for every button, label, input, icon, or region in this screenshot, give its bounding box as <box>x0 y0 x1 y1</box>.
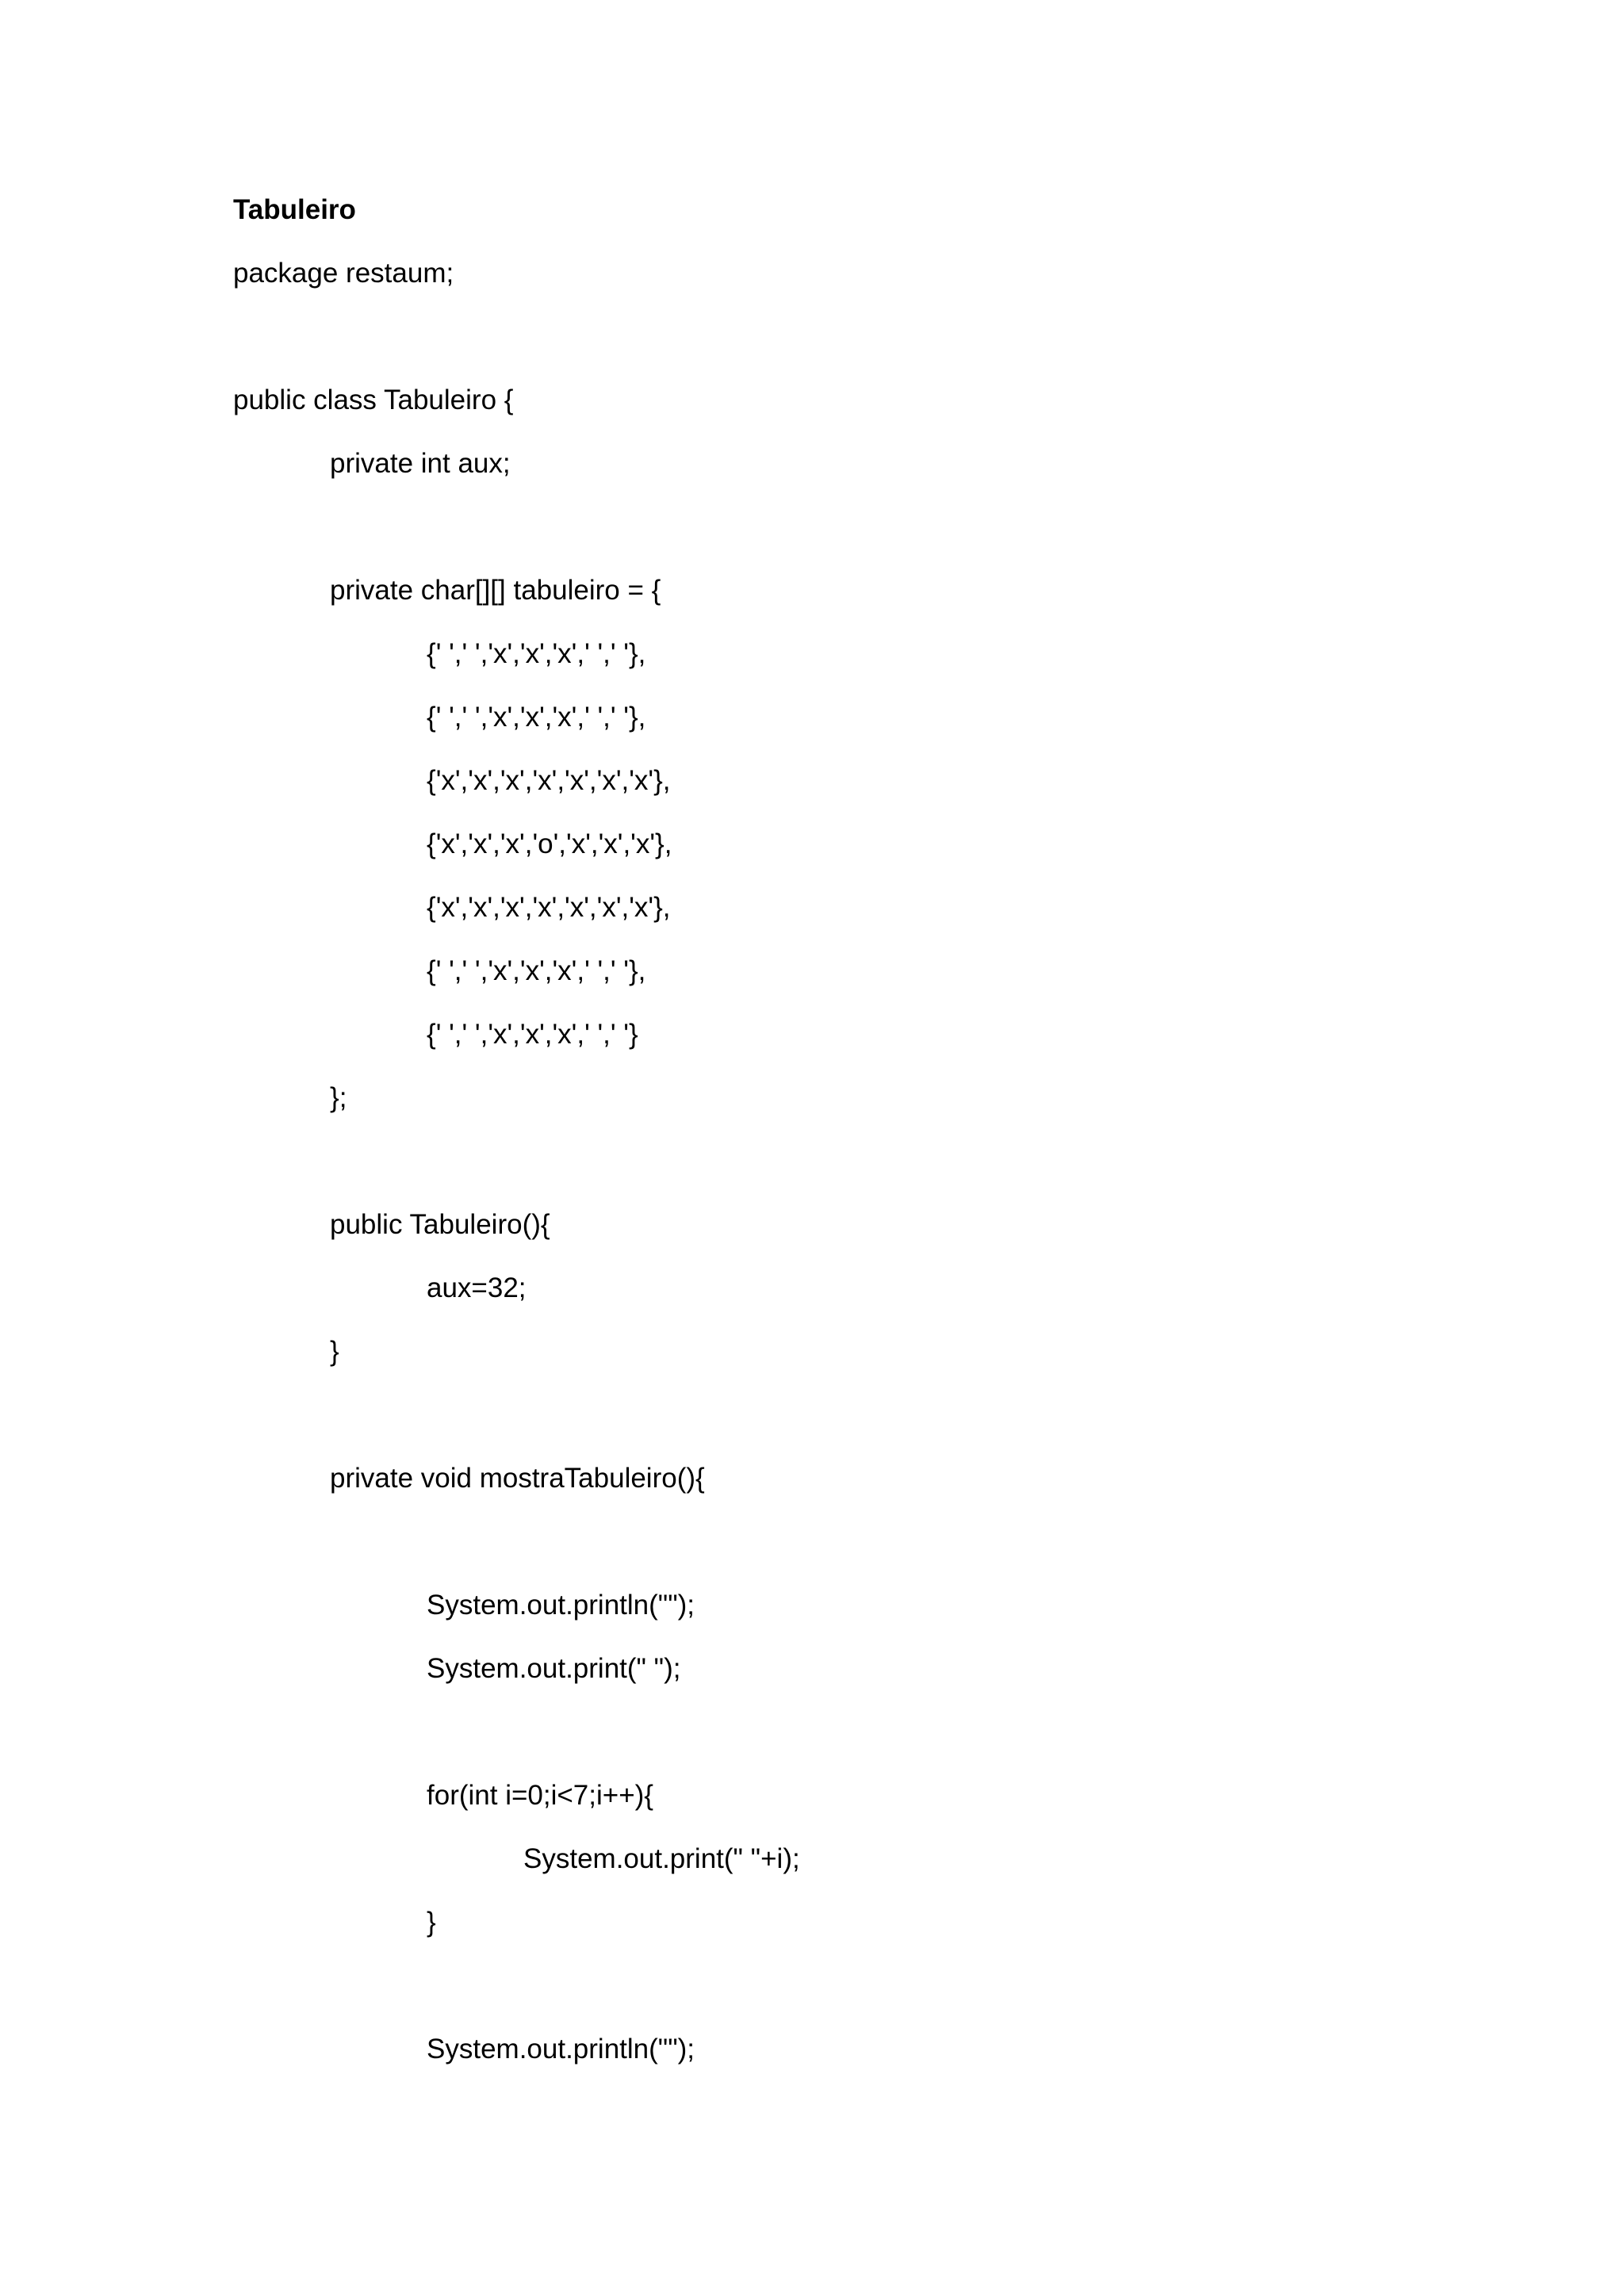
code-line: private void mostraTabuleiro(){ <box>330 1463 705 1494</box>
code-line: public class Tabuleiro { <box>233 385 514 415</box>
code-line: {' ',' ','x','x','x',' ',' '}, <box>427 955 646 986</box>
code-line: {' ',' ','x','x','x',' ',' '}, <box>427 638 646 669</box>
code-line: public Tabuleiro(){ <box>330 1209 550 1240</box>
code-line: {'x','x','x','x','x','x','x'}, <box>427 892 671 923</box>
code-line: System.out.println(""); <box>427 2034 695 2064</box>
code-line: {' ',' ','x','x','x',' ',' '}, <box>427 702 646 733</box>
code-line: private int aux; <box>330 448 511 479</box>
code-line: }; <box>330 1082 347 1113</box>
code-line: package restaum; <box>233 258 454 289</box>
document-title: Tabuleiro <box>233 194 356 225</box>
code-line: System.out.print(" "); <box>427 1653 681 1684</box>
code-line: aux=32; <box>427 1272 527 1303</box>
code-line: private char[][] tabuleiro = { <box>330 575 661 606</box>
code-line: } <box>427 1907 436 1938</box>
code-line: {'x','x','x','o','x','x','x'}, <box>427 828 672 859</box>
code-line: } <box>330 1336 339 1367</box>
code-line: System.out.println(""); <box>427 1590 695 1621</box>
code-line: for(int i=0;i<7;i++){ <box>427 1780 653 1811</box>
code-line: {' ',' ','x','x','x',' ',' '} <box>427 1019 638 1050</box>
code-line: {'x','x','x','x','x','x','x'}, <box>427 765 671 796</box>
code-line: System.out.print(" "+i); <box>523 1843 800 1874</box>
